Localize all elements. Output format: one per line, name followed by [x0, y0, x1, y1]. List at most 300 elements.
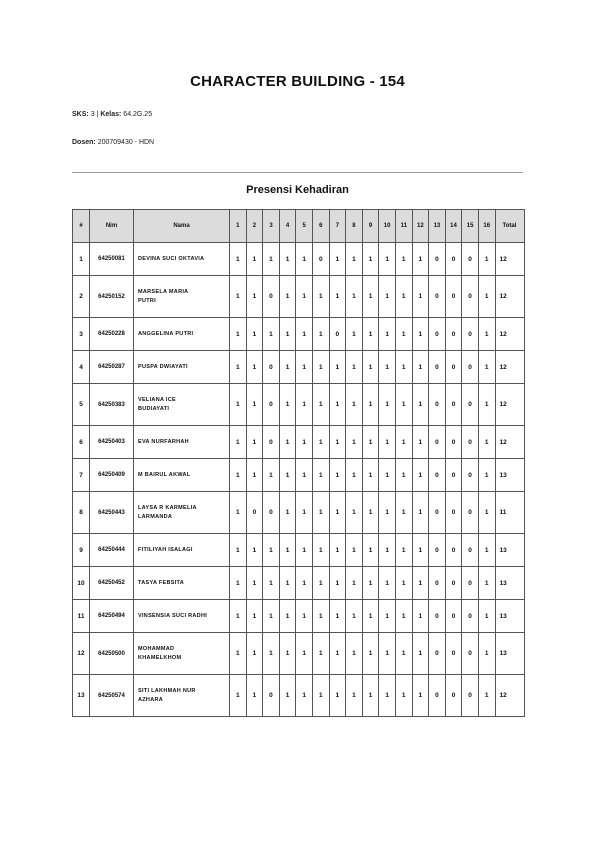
- attendance-mark: 1: [478, 534, 495, 567]
- attendance-mark: 0: [462, 633, 479, 675]
- attendance-mark: 1: [296, 633, 313, 675]
- attendance-mark: 0: [429, 675, 446, 717]
- attendance-mark: 1: [412, 351, 429, 384]
- attendance-mark: 1: [379, 534, 396, 567]
- student-nim: 64250574: [90, 675, 134, 717]
- student-nim: 64250452: [90, 567, 134, 600]
- attendance-mark: 1: [263, 600, 280, 633]
- column-header: 14: [445, 210, 462, 243]
- student-name-line: VELIANA ICE: [138, 397, 176, 404]
- attendance-mark: 1: [346, 534, 363, 567]
- student-nim: 64250287: [90, 351, 134, 384]
- attendance-mark: 1: [412, 534, 429, 567]
- attendance-mark: 1: [246, 675, 263, 717]
- attendance-mark: 0: [462, 459, 479, 492]
- student-name-line: LAYSA R KARMELIA: [138, 505, 197, 512]
- attendance-mark: 1: [412, 459, 429, 492]
- attendance-mark: 0: [462, 675, 479, 717]
- attendance-mark: 1: [346, 276, 363, 318]
- attendance-mark: 1: [279, 426, 296, 459]
- attendance-mark: 1: [395, 567, 412, 600]
- attendance-mark: 1: [478, 567, 495, 600]
- attendance-mark: 1: [312, 600, 329, 633]
- attendance-mark: 0: [329, 318, 346, 351]
- attendance-mark: 1: [230, 318, 247, 351]
- attendance-total: 12: [495, 243, 524, 276]
- attendance-mark: 1: [296, 534, 313, 567]
- sks-label: SKS:: [72, 111, 89, 118]
- attendance-mark: 1: [279, 492, 296, 534]
- attendance-mark: 1: [312, 426, 329, 459]
- attendance-mark: 0: [445, 459, 462, 492]
- attendance-mark: 1: [329, 534, 346, 567]
- attendance-mark: 1: [478, 492, 495, 534]
- attendance-mark: 0: [445, 426, 462, 459]
- table-row: [73, 633, 525, 675]
- attendance-mark: 1: [230, 567, 247, 600]
- attendance-mark: 1: [263, 318, 280, 351]
- attendance-mark: 1: [395, 384, 412, 426]
- student-name-line: VINSENSIA SUCI RADHI: [138, 612, 208, 619]
- attendance-mark: 0: [462, 384, 479, 426]
- course-info: [72, 111, 152, 118]
- attendance-mark: 1: [296, 276, 313, 318]
- attendance-mark: 1: [379, 351, 396, 384]
- attendance-mark: 1: [478, 459, 495, 492]
- attendance-mark: 1: [379, 567, 396, 600]
- column-header: 4: [279, 210, 296, 243]
- attendance-mark: 1: [279, 675, 296, 717]
- attendance-mark: 1: [395, 426, 412, 459]
- attendance-mark: 1: [478, 243, 495, 276]
- attendance-mark: 1: [346, 567, 363, 600]
- column-header: #: [73, 210, 90, 243]
- column-header: 1: [230, 210, 247, 243]
- student-name: [134, 534, 230, 567]
- table-row: [73, 459, 525, 492]
- attendance-mark: 1: [279, 351, 296, 384]
- student-nim: 64250443: [90, 492, 134, 534]
- attendance-mark: 1: [246, 276, 263, 318]
- row-number: 9: [73, 534, 90, 567]
- attendance-mark: 1: [395, 675, 412, 717]
- student-name-line: MARSELA MARIA: [138, 289, 189, 296]
- attendance-mark: 1: [230, 492, 247, 534]
- student-nim: 64250081: [90, 243, 134, 276]
- student-name: [134, 600, 230, 633]
- attendance-mark: 0: [445, 243, 462, 276]
- attendance-mark: 1: [412, 633, 429, 675]
- attendance-mark: 1: [296, 426, 313, 459]
- attendance-mark: 1: [329, 567, 346, 600]
- attendance-mark: 0: [263, 675, 280, 717]
- attendance-total: 13: [495, 459, 524, 492]
- attendance-mark: 1: [362, 276, 379, 318]
- attendance-total: 13: [495, 567, 524, 600]
- student-name-line: EVA NURFARHAH: [138, 438, 189, 445]
- attendance-mark: 1: [395, 351, 412, 384]
- attendance-mark: 1: [346, 633, 363, 675]
- attendance-mark: 1: [312, 276, 329, 318]
- attendance-mark: 1: [312, 459, 329, 492]
- student-nim: 64250494: [90, 600, 134, 633]
- attendance-mark: 0: [445, 600, 462, 633]
- attendance-mark: 0: [462, 600, 479, 633]
- table-row: [73, 243, 525, 276]
- student-name: [134, 567, 230, 600]
- student-name-line: AZHARA: [138, 696, 164, 703]
- attendance-mark: 0: [263, 426, 280, 459]
- row-number: 13: [73, 675, 90, 717]
- student-name: [134, 276, 230, 318]
- attendance-mark: 0: [462, 492, 479, 534]
- attendance-mark: 1: [296, 351, 313, 384]
- attendance-mark: 1: [379, 384, 396, 426]
- attendance-mark: 1: [263, 633, 280, 675]
- attendance-mark: 1: [296, 459, 313, 492]
- student-name: [134, 318, 230, 351]
- student-name-line: PUSPA DWIAYATI: [138, 363, 188, 370]
- attendance-mark: 1: [230, 243, 247, 276]
- attendance-mark: 0: [429, 534, 446, 567]
- attendance-mark: 1: [395, 492, 412, 534]
- student-name-line: TASYA FEBSITA: [138, 579, 185, 586]
- table-row: [73, 351, 525, 384]
- attendance-mark: 1: [296, 318, 313, 351]
- column-header: 3: [263, 210, 280, 243]
- attendance-mark: 0: [462, 534, 479, 567]
- attendance-mark: 1: [379, 426, 396, 459]
- student-name-line: BUDIAYATI: [138, 405, 170, 412]
- attendance-mark: 1: [478, 276, 495, 318]
- lecturer-info: [72, 139, 154, 146]
- row-number: 5: [73, 384, 90, 426]
- attendance-mark: 0: [462, 318, 479, 351]
- student-nim: 64250444: [90, 534, 134, 567]
- attendance-mark: 1: [346, 675, 363, 717]
- table-row: [73, 384, 525, 426]
- attendance-mark: 1: [412, 243, 429, 276]
- attendance-mark: 1: [312, 351, 329, 384]
- attendance-mark: 1: [279, 243, 296, 276]
- attendance-mark: 1: [329, 675, 346, 717]
- column-header: 2: [246, 210, 263, 243]
- attendance-mark: 0: [429, 459, 446, 492]
- attendance-mark: 1: [362, 567, 379, 600]
- divider: [72, 172, 523, 173]
- attendance-mark: 1: [329, 426, 346, 459]
- attendance-total: 12: [495, 318, 524, 351]
- attendance-mark: 1: [379, 276, 396, 318]
- attendance-mark: 1: [362, 492, 379, 534]
- attendance-mark: 1: [412, 492, 429, 534]
- row-number: 6: [73, 426, 90, 459]
- attendance-mark: 0: [429, 318, 446, 351]
- sks-value: 3: [90, 111, 95, 118]
- attendance-total: 13: [495, 633, 524, 675]
- attendance-mark: 1: [329, 459, 346, 492]
- attendance-mark: 1: [478, 384, 495, 426]
- attendance-total: 12: [495, 276, 524, 318]
- attendance-mark: 0: [445, 534, 462, 567]
- table-row: [73, 534, 525, 567]
- attendance-mark: 1: [412, 426, 429, 459]
- row-number: 1: [73, 243, 90, 276]
- attendance-mark: 1: [478, 426, 495, 459]
- column-header: Nama: [134, 210, 230, 243]
- attendance-mark: 1: [230, 351, 247, 384]
- attendance-mark: 0: [263, 384, 280, 426]
- attendance-mark: 0: [462, 243, 479, 276]
- attendance-mark: 1: [329, 600, 346, 633]
- attendance-mark: 1: [379, 318, 396, 351]
- student-name-line: MOHAMMAD: [138, 646, 175, 653]
- attendance-mark: 1: [395, 600, 412, 633]
- student-name-line: M BAIRUL AKWAL: [138, 471, 191, 478]
- attendance-mark: 1: [246, 351, 263, 384]
- attendance-mark: 0: [462, 276, 479, 318]
- student-name: [134, 459, 230, 492]
- attendance-mark: 1: [230, 276, 247, 318]
- attendance-mark: 1: [296, 600, 313, 633]
- row-number: 12: [73, 633, 90, 675]
- attendance-mark: 1: [246, 243, 263, 276]
- student-name: [134, 384, 230, 426]
- attendance-mark: 1: [395, 459, 412, 492]
- attendance-mark: 0: [429, 276, 446, 318]
- attendance-mark: 1: [263, 534, 280, 567]
- student-name: [134, 351, 230, 384]
- attendance-mark: 1: [362, 633, 379, 675]
- attendance-mark: 1: [230, 459, 247, 492]
- attendance-mark: 0: [445, 492, 462, 534]
- attendance-mark: 0: [429, 633, 446, 675]
- table-row: [73, 675, 525, 717]
- student-name-line: SITI LAKHMAH NUR: [138, 688, 196, 695]
- column-header: 8: [346, 210, 363, 243]
- row-number: 10: [73, 567, 90, 600]
- attendance-mark: 1: [395, 243, 412, 276]
- attendance-mark: 0: [462, 351, 479, 384]
- table-row: [73, 318, 525, 351]
- attendance-mark: 1: [412, 600, 429, 633]
- attendance-mark: 1: [279, 459, 296, 492]
- student-name-line: KHAMELKHOM: [138, 654, 182, 661]
- attendance-mark: 1: [346, 351, 363, 384]
- attendance-mark: 1: [329, 243, 346, 276]
- column-header: 6: [312, 210, 329, 243]
- attendance-mark: 1: [329, 633, 346, 675]
- student-name: [134, 492, 230, 534]
- student-nim: 64250228: [90, 318, 134, 351]
- attendance-mark: 0: [445, 675, 462, 717]
- attendance-total: 13: [495, 600, 524, 633]
- attendance-mark: 1: [279, 384, 296, 426]
- attendance-mark: 0: [263, 492, 280, 534]
- attendance-mark: 1: [395, 534, 412, 567]
- attendance-total: 12: [495, 426, 524, 459]
- attendance-mark: 1: [279, 318, 296, 351]
- row-number: 7: [73, 459, 90, 492]
- attendance-mark: 1: [395, 276, 412, 318]
- attendance-mark: 1: [230, 675, 247, 717]
- attendance-mark: 0: [445, 633, 462, 675]
- student-nim: 64250152: [90, 276, 134, 318]
- attendance-mark: 1: [312, 492, 329, 534]
- student-name-line: PUTRI: [138, 297, 156, 304]
- column-header: Total: [495, 210, 524, 243]
- student-nim: 64250500: [90, 633, 134, 675]
- attendance-mark: 1: [346, 243, 363, 276]
- student-name: [134, 243, 230, 276]
- student-nim: 64250403: [90, 426, 134, 459]
- attendance-total: 11: [495, 492, 524, 534]
- attendance-mark: 0: [445, 351, 462, 384]
- attendance-mark: 1: [379, 600, 396, 633]
- attendance-mark: 1: [296, 567, 313, 600]
- column-header: 9: [362, 210, 379, 243]
- column-header: 7: [329, 210, 346, 243]
- attendance-mark: 1: [362, 318, 379, 351]
- attendance-mark: 0: [462, 426, 479, 459]
- attendance-mark: 1: [478, 351, 495, 384]
- attendance-mark: 1: [263, 459, 280, 492]
- attendance-mark: 0: [263, 276, 280, 318]
- attendance-mark: 1: [296, 675, 313, 717]
- attendance-mark: 1: [246, 384, 263, 426]
- column-header: 16: [478, 210, 495, 243]
- attendance-mark: 1: [246, 459, 263, 492]
- document-title: CHARACTER BUILDING - 154: [190, 73, 405, 90]
- attendance-mark: 1: [230, 384, 247, 426]
- attendance-mark: 1: [346, 426, 363, 459]
- column-header: 12: [412, 210, 429, 243]
- attendance-mark: 1: [346, 459, 363, 492]
- attendance-mark: 1: [312, 633, 329, 675]
- attendance-mark: 1: [379, 675, 396, 717]
- row-number: 4: [73, 351, 90, 384]
- student-name-line: LARMANDA: [138, 513, 173, 520]
- table-row: [73, 426, 525, 459]
- row-number: 8: [73, 492, 90, 534]
- attendance-mark: 1: [329, 384, 346, 426]
- attendance-mark: 1: [395, 633, 412, 675]
- table-row: [73, 492, 525, 534]
- attendance-mark: 1: [312, 567, 329, 600]
- section-title: Presensi Kehadiran: [246, 184, 349, 196]
- attendance-mark: 1: [279, 276, 296, 318]
- attendance-mark: 1: [296, 492, 313, 534]
- attendance-mark: 1: [279, 600, 296, 633]
- attendance-mark: 1: [246, 633, 263, 675]
- attendance-mark: 1: [312, 318, 329, 351]
- attendance-mark: 1: [329, 351, 346, 384]
- attendance-mark: 1: [246, 567, 263, 600]
- attendance-mark: 1: [362, 351, 379, 384]
- kelas-label: Kelas:: [100, 111, 122, 118]
- attendance-mark: 1: [263, 243, 280, 276]
- separator: |: [96, 111, 99, 118]
- student-name: [134, 426, 230, 459]
- attendance-mark: 1: [246, 534, 263, 567]
- student-name-line: DEVINA SUCI OKTAVIA: [138, 255, 205, 262]
- table-header-row: [73, 210, 525, 243]
- attendance-mark: 0: [445, 384, 462, 426]
- row-number: 2: [73, 276, 90, 318]
- attendance-mark: 1: [329, 492, 346, 534]
- attendance-mark: 1: [412, 318, 429, 351]
- attendance-mark: 1: [379, 243, 396, 276]
- student-name-line: FITILIYAH ISALAGI: [138, 546, 193, 553]
- student-name: [134, 675, 230, 717]
- attendance-mark: 1: [279, 633, 296, 675]
- dosen-label: Dosen:: [72, 139, 96, 146]
- attendance-mark: 1: [395, 318, 412, 351]
- attendance-mark: 1: [362, 459, 379, 492]
- attendance-mark: 0: [429, 567, 446, 600]
- table-row: [73, 276, 525, 318]
- attendance-mark: 0: [429, 384, 446, 426]
- attendance-mark: 1: [296, 384, 313, 426]
- attendance-mark: 1: [230, 633, 247, 675]
- attendance-mark: 1: [412, 384, 429, 426]
- column-header: 10: [379, 210, 396, 243]
- attendance-mark: 0: [445, 276, 462, 318]
- attendance-total: 12: [495, 675, 524, 717]
- attendance-mark: 1: [412, 276, 429, 318]
- attendance-mark: 1: [478, 600, 495, 633]
- attendance-mark: 1: [346, 600, 363, 633]
- attendance-mark: 0: [462, 567, 479, 600]
- attendance-mark: 1: [230, 426, 247, 459]
- attendance-mark: 0: [312, 243, 329, 276]
- attendance-mark: 1: [362, 426, 379, 459]
- attendance-mark: 0: [429, 426, 446, 459]
- attendance-mark: 1: [362, 675, 379, 717]
- dosen-value: 200709430 - HDN: [97, 139, 155, 146]
- column-header: 13: [429, 210, 446, 243]
- attendance-mark: 1: [362, 243, 379, 276]
- attendance-mark: 1: [230, 600, 247, 633]
- attendance-mark: 1: [296, 243, 313, 276]
- row-number: 3: [73, 318, 90, 351]
- attendance-mark: 0: [445, 567, 462, 600]
- attendance-mark: 1: [329, 276, 346, 318]
- attendance-mark: 1: [478, 633, 495, 675]
- attendance-mark: 1: [478, 318, 495, 351]
- attendance-mark: 1: [346, 318, 363, 351]
- attendance-mark: 1: [230, 534, 247, 567]
- attendance-mark: 0: [429, 600, 446, 633]
- row-number: 11: [73, 600, 90, 633]
- attendance-total: 12: [495, 384, 524, 426]
- student-name: [134, 633, 230, 675]
- attendance-mark: 1: [478, 675, 495, 717]
- attendance-mark: 1: [346, 492, 363, 534]
- attendance-mark: 1: [246, 600, 263, 633]
- kelas-value: 64.2G.25: [123, 111, 153, 118]
- attendance-mark: 1: [379, 633, 396, 675]
- attendance-mark: 0: [445, 318, 462, 351]
- attendance-mark: 1: [312, 534, 329, 567]
- column-header: 15: [462, 210, 479, 243]
- attendance-mark: 1: [346, 384, 363, 426]
- attendance-mark: 1: [412, 675, 429, 717]
- attendance-mark: 1: [263, 567, 280, 600]
- attendance-mark: 1: [379, 459, 396, 492]
- column-header: 5: [296, 210, 313, 243]
- attendance-mark: 0: [429, 492, 446, 534]
